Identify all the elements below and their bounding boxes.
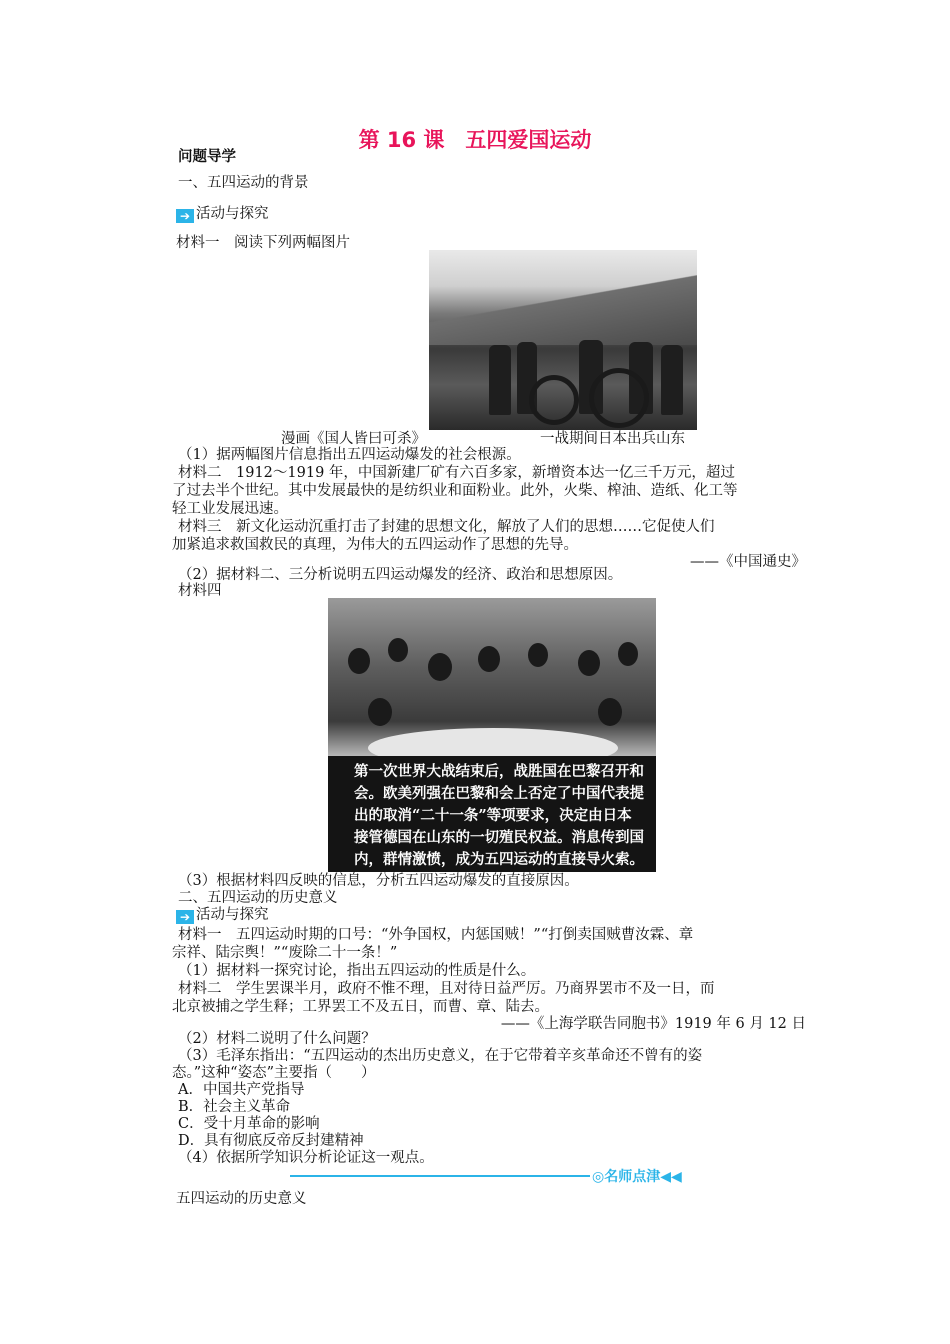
part2-question3-line1: （3）毛泽东指出：“五四运动的杰出历史意义，在于它带着辛亥革命还不曾有的姿 (178, 1048, 703, 1064)
japan-troops-shandong-photo (429, 250, 697, 430)
page-title: 第 16 课 五四爱国运动 (358, 128, 592, 152)
part2-question4: （4）依据所学知识分析论证这一观点。 (178, 1150, 434, 1166)
part2-material1-line2: 宗祥、陆宗舆！”“废除二十一条！” (172, 945, 398, 961)
part1-question2: （2）据材料二、三分析说明五四运动爆发的经济、政治和思想原因。 (178, 567, 623, 583)
arrow-right-icon: ➔ (176, 209, 194, 223)
footer-heading: 五四运动的历史意义 (176, 1191, 307, 1207)
part2-activity (176, 906, 269, 924)
part1-material2-line1: 材料二 1912～1919 年，中国新建厂矿有六百多家，新增资本达一亿三千万元，超过 (178, 465, 735, 481)
option-b: B．社会主义革命 (178, 1099, 291, 1115)
caption-right: 一战期间日本出兵山东 (540, 431, 685, 447)
paris-peace-conference-photo (328, 598, 656, 872)
option-c: C．受十月革命的影响 (178, 1116, 320, 1132)
part1-material4: 材料四 (178, 583, 222, 599)
part1-question1: （1）据两幅图片信息指出五四运动爆发的社会根源。 (178, 447, 521, 463)
part1-material2-line3: 轻工业发展迅速。 (172, 501, 288, 517)
section-heading: 问题导学 (178, 149, 236, 165)
part1-material3-line2: 加紧追求救国救民的真理，为伟大的五四运动作了思想的先导。 (172, 537, 578, 553)
part1-activity-label: 活动与探究 (196, 206, 269, 222)
part1-material3-source: ——《中国通史》 (690, 554, 806, 570)
section-divider (290, 1175, 590, 1177)
part1-heading: 一、五四运动的背景 (178, 175, 309, 191)
option-d: D．具有彻底反帝反封建精神 (178, 1133, 364, 1149)
photo-caption: 第一次世界大战结束后，战胜国在巴黎召开和会。欧美列强在巴黎和会上否定了中国代表提出的取消“二十一条”等项要求，决定由日本接管德国在山东的一切殖民权益。消息传到国内，群情激愤，成为五四运动的直接导火索。 (328, 756, 656, 872)
tips-badge: ◎名师点津◀◀ (592, 1169, 682, 1185)
part2-material2-source: ——《上海学联告同胞书》1919 年 6 月 12 日 (500, 1016, 806, 1032)
caption-left: 漫画《国人皆曰可杀》 (281, 431, 426, 447)
option-a: A．中国共产党指导 (178, 1082, 305, 1098)
part1-material3-line1: 材料三 新文化运动沉重打击了封建的思想文化，解放了人们的思想……它促使人们 (178, 519, 715, 535)
part2-heading: 二、五四运动的历史意义 (178, 890, 338, 906)
arrow-right-icon: ➔ (176, 910, 194, 924)
part2-material2-line1: 材料二 学生罢课半月，政府不惟不理，且对待日益严厉。乃商界罢市不及一日，而 (178, 981, 715, 997)
part1-material1: 材料一 阅读下列两幅图片 (176, 235, 350, 251)
part2-activity-label: 活动与探究 (196, 907, 269, 923)
part1-material2-line2: 了过去半个世纪。其中发展最快的是纺织业和面粉业。此外，火柴、榨油、造纸、化工等 (172, 483, 738, 499)
part2-material1-line1: 材料一 五四运动时期的口号：“外争国权，内惩国贼！”“打倒卖国贼曹汝霖、章 (178, 927, 694, 943)
part1-activity (176, 205, 269, 223)
part2-question3-line2: 态。”这种“姿态”主要指（ ） (172, 1065, 376, 1081)
part2-question1: （1）据材料一探究讨论，指出五四运动的性质是什么。 (178, 963, 536, 979)
part2-question2: （2）材料二说明了什么问题？ (178, 1031, 376, 1047)
part1-question3: （3）根据材料四反映的信息，分析五四运动爆发的直接原因。 (178, 873, 579, 889)
part2-material2-line2: 北京被捕之学生释；工界罢工不及五日，而曹、章、陆去。 (172, 999, 549, 1015)
